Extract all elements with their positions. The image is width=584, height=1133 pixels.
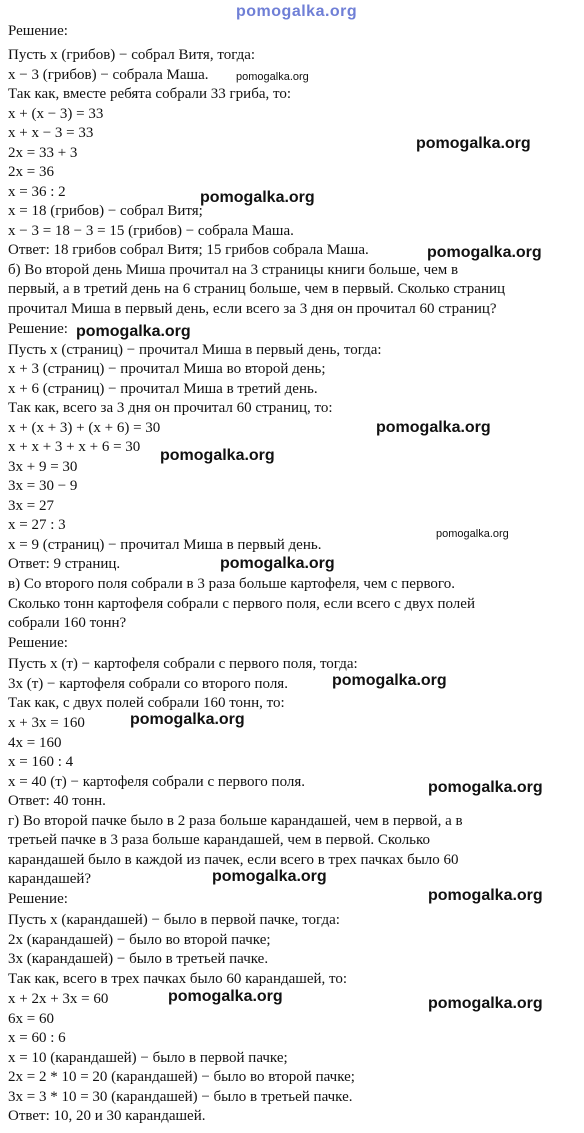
text-line: х + (х − 3) = 33 [8,106,104,122]
text-line: х + 6 (страниц) − прочитал Миша в третий день. [8,381,318,397]
watermark: pomogalka.org [416,135,531,152]
header-watermark: pomogalka.org [236,3,358,20]
text-line: 3х = 27 [8,498,54,514]
text-line: 2х = 36 [8,164,54,180]
text-line: х = 40 (т) − картофеля собрали с первого поля. [8,774,306,790]
watermark: pomogalka.org [376,419,491,436]
text-line: Ответ: 10, 20 и 30 карандашей. [8,1108,206,1124]
watermark: pomogalka.org [236,71,309,83]
watermark: pomogalka.org [212,868,327,885]
text-line: Ответ: 40 тонн. [8,793,106,809]
watermark: pomogalka.org [168,988,283,1005]
watermark: pomogalka.org [436,528,509,540]
watermark: pomogalka.org [428,779,543,796]
text-line: Сколько тонн картофеля собрали с первого поля, если всего с двух полей [8,596,475,612]
text-line: 4х = 160 [8,735,62,751]
text-line: Пусть х (карандашей) − было в первой пачке, тогда: [8,912,340,928]
text-line: Так как, с двух полей собрали 160 тонн, то: [8,695,285,711]
text-line: Ответ: 18 грибов собрал Витя; 15 грибов собрала Маша. [8,242,369,258]
text-line: в) Со второго поля собрали в 3 раза больше картофеля, чем с первого. [8,576,455,592]
text-line: Пусть х (т) − картофеля собрали с первого поля, тогда: [8,656,358,672]
text-line: 6х = 60 [8,1011,54,1027]
text-line: собрали 160 тонн? [8,615,127,631]
text-line: 2х (карандашей) − было во второй пачке; [8,932,271,948]
text-line: г) Во второй пачке было в 2 раза больше карандашей, чем в первой, а в [8,813,463,829]
text-line: х = 160 : 4 [8,754,74,770]
text-line: х = 27 : 3 [8,517,66,533]
text-line: х + х − 3 = 33 [8,125,94,141]
text-line: х + 3х = 160 [8,715,85,731]
text-line: Так как, всего в трех пачках было 60 карандашей, то: [8,971,348,987]
watermark: pomogalka.org [200,189,315,206]
text-line: Пусть х (грибов) − собрал Витя, тогда: [8,47,256,63]
text-line: х = 10 (карандашей) − было в первой пачке; [8,1050,288,1066]
text-line: х − 3 (грибов) − собрала Маша. [8,67,209,83]
text-line: Так как, вместе ребята собрали 33 гриба, то: [8,86,292,102]
watermark: pomogalka.org [220,555,335,572]
text-line: первый, а в третий день на 6 страниц больше, чем в первый. Сколько страниц [8,281,506,297]
text-line: х = 36 : 2 [8,184,66,200]
text-line: 3х + 9 = 30 [8,459,78,475]
text-line: 3х (т) − картофеля собрали со второго поля. [8,676,288,692]
text-line: Решение: [8,635,68,651]
watermark: pomogalka.org [428,887,543,904]
text-line: х + (х + 3) + (х + 6) = 30 [8,420,161,436]
text-line: Решение: [8,321,68,337]
watermark: pomogalka.org [427,244,542,261]
text-line: 2х = 2 * 10 = 20 (карандашей) − было во второй пачке; [8,1069,355,1085]
text-line: Решение: [8,23,68,39]
text-line: третьей пачке в 3 раза больше карандашей, чем в первой. Сколько [8,832,431,848]
text-line: Так как, всего за 3 дня он прочитал 60 страниц, то: [8,400,333,416]
text-line: б) Во второй день Миша прочитал на 3 страницы книги больше, чем в [8,262,459,278]
text-line: прочитал Миша в первый день, если всего за 3 дня он прочитал 60 страниц? [8,301,497,317]
text-line: х = 18 (грибов) − собрал Витя; [8,203,203,219]
text-line: 2х = 33 + 3 [8,145,78,161]
text-line: карандашей? [8,871,92,887]
text-line: х − 3 = 18 − 3 = 15 (грибов) − собрала Маша. [8,223,294,239]
text-line: х = 60 : 6 [8,1030,66,1046]
text-line: карандашей было в каждой из пачек, если всего в трех пачках было 60 [8,852,459,868]
watermark: pomogalka.org [76,323,191,340]
watermark: pomogalka.org [428,995,543,1012]
text-line: х + 2х + 3х = 60 [8,991,109,1007]
watermark: pomogalka.org [160,447,275,464]
text-line: 3х = 3 * 10 = 30 (карандашей) − было в третьей пачке. [8,1089,353,1105]
text-line: 3х = 30 − 9 [8,478,78,494]
text-line: Решение: [8,891,68,907]
text-line: х + 3 (страниц) − прочитал Миша во второй день; [8,361,326,377]
text-line: 3х (карандашей) − было в третьей пачке. [8,951,269,967]
watermark: pomogalka.org [130,711,245,728]
text-line: х = 9 (страниц) − прочитал Миша в первый день. [8,537,322,553]
text-line: х + х + 3 + х + 6 = 30 [8,439,141,455]
text-line: Пусть х (страниц) − прочитал Миша в первый день, тогда: [8,342,382,358]
text-line: Ответ: 9 страниц. [8,556,121,572]
watermark: pomogalka.org [332,672,447,689]
